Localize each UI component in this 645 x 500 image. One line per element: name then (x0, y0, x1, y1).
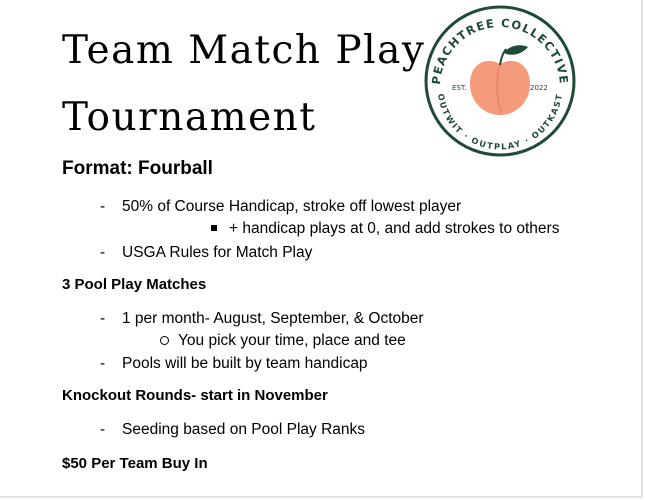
list-item-text: You pick your time, place and tee (178, 332, 406, 349)
list-item-text: Seeding based on Pool Play Ranks (122, 421, 365, 438)
peach-icon (470, 45, 530, 115)
list-item-text: 50% of Course Handicap, stroke off lowest player (122, 198, 462, 215)
buy-in-heading: $50 Per Team Buy In (62, 455, 208, 472)
pool-play-heading: 3 Pool Play Matches (62, 276, 207, 293)
dash-bullet: - (100, 198, 106, 215)
svg-text:PEACHTREE COLLECTIVE: PEACHTREE COLLECTIVE (428, 15, 572, 86)
svg-text:OUTWIT · OUTPLAY · OUTKAST: OUTWIT · OUTPLAY · OUTKAST (435, 92, 565, 152)
page-title-line-2: Tournament (62, 95, 317, 140)
format-heading: Format: Fourball (62, 158, 213, 179)
dash-bullet: - (100, 421, 106, 438)
list-item-text: USGA Rules for Match Play (122, 244, 313, 261)
peachtree-collective-logo (414, 1, 586, 161)
dash-bullet: - (100, 244, 106, 261)
dash-bullet: - (100, 355, 106, 372)
list-item-text: Pools will be built by team handicap (122, 355, 368, 372)
list-item-text: + handicap plays at 0, and add strokes to others (229, 220, 560, 237)
dash-bullet: - (100, 310, 106, 327)
list-item-text: 1 per month- August, September, & October (122, 310, 424, 327)
knockout-heading: Knockout Rounds- start in November (62, 387, 328, 404)
square-bullet-icon (211, 225, 217, 231)
page-title-line-1: Team Match Play (62, 28, 426, 73)
logo-est-label: EST. (452, 84, 467, 92)
circle-bullet-icon (160, 336, 169, 345)
logo-year: 2022 (530, 84, 548, 92)
